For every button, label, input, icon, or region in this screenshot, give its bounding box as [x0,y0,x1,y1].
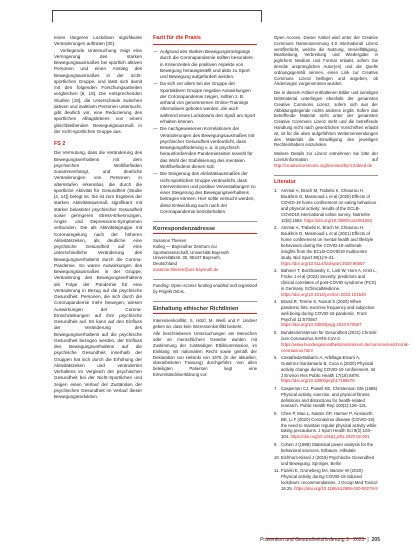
reference-text: Bahmer T, Borzikowsky C, Lieb W, Horn A, Krist L, Fricke J et al (2022) Severity, predictors and clinical correlates of post-COVID syndrome (PCS) in Germany. EClinicalMedicine. [281,267,377,291]
license-text [274,151,378,168]
reference-text: Füzéki E, Groneberg DA, Banzer W (2020) Physical activity during COVID-19 induced lockdown: recommendations. J Occup Med Toxicol 15:25. [281,468,378,491]
divider [153,44,257,45]
correspondence-line: Deutschland [153,261,177,267]
reference-item [274,411,378,441]
reference-number: 11. [274,468,280,474]
reference-link[interactable]: https://www.bundesgesundheitsministerium.de/coronavirus/chronik-coronavirus.html [281,341,410,353]
reference-text: Chen P, Mao L, Nassis GP, Harmer P, Ainsworth BE, Li F (2020) Coronavirus disease (COVID-19): the need to maintain regular physical activity while taking precautions. J Sport Health Sci 9(2):103–104. [281,410,377,440]
fazit-heading: Fazit für die Praxis [153,35,201,41]
ethics-body: Alle beschriebenen Untersuchungen am Menschen oder an menschlichem Gewebe wurden mit Zustimmung der zuständigen Ethikkommission, im Einklang mit nationalem Recht sowie gemäß der Deklaration von Helsinki von 1975 (in der aktuellen, überarbeiteten Fassung) durchgeführt. Von allen beteiligten Patienten liegt eine Einverständniserklärung vor. [153,331,257,377]
reference-link[interactable]: https://doi.org/10.1016/j.eclinm.2022.101549 [281,291,366,297]
reference-list [274,188,410,491]
body-paragraph: Die Vermutung, dass die Veränderung des Bewegungsverhaltens mit dem psychischen Wohlbefinden zusammenhängt, und deutliche Veränderungen von Personen in altersstufen erkennbar, die durch die sportliche Aktivität für Gesundheit (Studie [4, 14]) belegt ist. Sie ist zum Ergebnis der starken Aktivitätsausmaß signifikant mit stärker belasteter psychischer Gesundheit sowie geringeren Stress-Erkennungen, Angst- und Depressions-Symptomen verbunden. Die als Aktivitätsgruppe mit Coronaregelung nach der höheren Aktivitätszeiten, als deutliche eine psychische Gesundheit auf eine unterschiedliche Veränderung des Bewegungsverhaltens durch die Corona-Pandemie. So waren Auswirkungen des Bewegungsausmaßes in der Gruppe, Veränderung des Bewegungsverhaltens als Folge der Pandemie für eine Veränderung in Bezug auf die psychische Gesundheit. Personen, die sich durch die Coronapandemie mehr bewegen, wiesen Auswirkungen der Corona-Einschränkungen auf ihre psychische Gesundheit auf. Es kann auf den Einfluss der Veränderung des Bewegungsverhaltens auf die psychische Gesundheit bezogen werden, der Einfluss des Bewegungsverhaltens auf die psychische Gesundheit innerhalb der Gruppen hat sich durch die Erhöhung der Aktivitätszeiten und veränderten Verhaltens im Vergleich der psychischen Gesundheit bei der Nicht-Sportlichen und zeigen einen Verlauf der Zuständen der psychischen Gesundheit im Verlauf dieser Bewegungsreduktion. [54,150,142,399]
license-link[interactable]: http://creativecommons.org/licenses/by/4.0/deed.de [274,162,373,168]
divider [274,175,378,176]
correspondence-email-link[interactable]: susanne.theisen@uni-bayreuth.de [153,266,219,272]
body-paragraph: Vorliegende Untersuchung zeigt eine Verringerung des starken Bewegungsausmaßes bei sportlich aktiven Personen und einen Anstieg des Bewegungsausmaßes in der nicht-sportlichen Gruppe, und lässt sich damit mit den folgenden Forschungsarbeiten vergleichen [6, 19]. Die entsprechenden Studien [19], die Unterschiede zwischen aktiven und inaktiven Personen untersucht, gibt deutlich vor, eine Reduzierung des sportlichen Alltagslebens von einem gleichbleibenden Bewegungsausmaß in der nicht-sportlichen Gruppe aus. [54,47,142,134]
reference-number: 6. [274,354,278,360]
page-footer [260,537,380,544]
correspondence-heading: Korrespondenzadresse [153,226,257,234]
reference-text: Castañeda-Babarro A, Arbillaga-Etxarri A, Gutiérrez-Santamaría B, Coca A (2020) Physical activity change during COVID-19 confinement. Int J Environ Res Public Health 17(18):6878. [281,354,376,378]
reference-item [274,225,378,266]
ethics-heading: Einhaltung ethischer Richtlinien [153,306,257,314]
reference-number: 5. [274,329,278,335]
correspondence-line: Kolleg — Bayreuther Zentrum zur [153,243,218,249]
reference-number: 8. [274,410,278,416]
fazit-list [153,49,257,215]
literature-heading: Literatur [274,179,296,186]
reference-number: 1. [274,188,278,194]
fazit-item: — Da sich vor allem bei der Gruppe der Sportaktiven Gruppe negative Auswirkungen der Coronapandemie zeigen, sollten z. B. anhand von genommenen Online-Trainings Alternativen geboten werden, die auch während eines Lockdowns den Spaß am Sport erhalten können. [153,81,257,125]
correspondence-name: Susanne Theisen [153,237,187,243]
reference-item [274,299,378,329]
header-frame [52,10,262,22]
reference-number: 7. [274,385,278,391]
body-paragraph: einen längeren Lockdown signifikante Veränderungen auftraten [30]. [54,35,142,47]
column-middle [153,35,257,517]
reference-text: Cohen J (1988) Statistical power analysis for the behavioral sciences. Erlbaum, Hillsdale [281,441,374,453]
reference-link[interactable]: https://doi.org/10.3390/nu12061583 [304,217,373,223]
license-pre: Weitere Details zur Lizenz entnehmen Sie bitte der Lizenzinformation auf [274,151,378,162]
reference-link[interactable]: https://doi.org/10.3390/ijerph17186878 [281,378,355,384]
reference-item [274,442,378,454]
reference-item [274,455,378,467]
reference-item [274,329,410,354]
reference-text: Eichhorn-Kissel J (2019) Psychische Gesundheit und Bewegung. Springer, Berlin [281,454,374,466]
reference-item [274,188,378,223]
footer-separator: | [367,537,369,543]
issue-label: 3 · 2023 [345,537,365,543]
ethics-coi: Interessenkonflikt. S. Hölzl, M. Weiß und F. Lindner geben an, dass kein Interessenkonflikt besteht. [153,317,257,329]
reference-link[interactable]: https://doi.org/10.1186/s12995-020-00278-9 [294,485,378,491]
correspondence-line: Sportwissenschaft, Universität Bayreuth [153,249,229,255]
fazit-item: — Die Steigerung des Aktivitätsausmaßes der nicht-sportlichen Gruppe verdeutlicht, dass Interventionen und positive Veranstaltungen zu einer Steigerung des Bewegungsverhaltens beitragen können. Hier sollte versucht werden, diese Entwicklung auch nach der Coronapandemie beizubehalten. [153,171,257,215]
divider [153,301,257,302]
reference-text: Caspersen CJ, Powell KE, Christenson GM (1985) Physical activity, exercise, and physical fitness: definitions and distinctions for health-related research. Public Health Rep 100(2):126–131. [281,385,378,409]
reference-link[interactable]: https://doi.org/10.1016/j.jshs.2020.02.001 [290,434,370,440]
reference-text: Brand R, Timme S, Nosrat S (2020) When pandemic hits: exercise frequency and subjective well-being during COVID-19 pandemic. Front Psychol 11:570567. [281,298,375,322]
column-right [274,35,410,517]
fazit-item: — Aufgrund des starken Bewegungsrückgangs durch die Coronapandemie sollten besonders in Krisenzeiten die positiven Aspekte von Bewegung herausgestellt und aktiv zu Sport und Bewegung aufgefordert werden. [153,49,257,80]
reference-item [274,386,378,410]
reference-number: 3. [274,267,278,273]
reference-link[interactable]: https://doi.org/10.3389/fpsyg.2020.570567 [281,322,362,328]
fazit-item: — Die nachgewiesenen Korrelationen der Veränderungen des Bewegungsausmaßes mit psychischer Gesundheit verdeutlicht, dass Bewegungsförderung v. a. in psychisch herausfordernden Pandemiezeiten sowohl für das Wohl der Stabilisierung des mentalen Wohlbefindens dienen soll. [153,126,257,170]
reference-item [274,468,378,492]
reference-item [274,355,378,385]
divider [153,279,257,280]
license-text: Die in diesem Artikel enthaltenen Bilder und sonstiges Drittmaterial unterliegen ebenfalls der genannten Creative Commons Lizenz, sofern sich aus der Abbildungslegende nichts anderes ergibt. Sofern das betreffende Material nicht unter der genannten Creative Commons Lizenz steht und die betreffende Handlung nicht nach gesetzlichen Vorschriften erlaubt ist, ist für die oben aufgeführten Weiterverwendungen des Materials die Einwilligung des jeweiligen Rechteinhabers einzuholen. [274,90,378,148]
reference-text: Ammar A, Brach M, Trabelsi K, Chtourou H, Boukhris O, Masmoudi L et al (2020) Effects of COVID-19 home confinement on eating behaviour and physical activity: results of the ECLB-COVID19 international online survey. Nutrients 12(6):1583. [281,188,377,223]
reference-number: 2. [274,225,278,231]
reference-link[interactable]: https://doi.org/10.5114/biolsport.2020.96857 [281,260,365,266]
correspondence-block [153,238,257,273]
reference-number: 9. [274,441,278,447]
reference-number: 10. [274,454,280,460]
reference-text: Bundesministerium für Gesundheit (2021) Chronik zum Coronavirus SARS-CoV-2. [281,329,377,341]
funding-note: Funding: Open Access funding enabled and organized by Projekt DEAL. [153,283,257,295]
reference-item [274,268,378,298]
reference-text: Ammar A, Trabelsi K, Brach M, Chtourou H, Boukhris O, Masmoudi L et al (2021) Effects of home confinement on mental health and lifestyle behaviours during the COVID-19 outbreak: insights from the ECLB-COVID19 multicentre study. Biol Sport 38(1):9–21. [281,225,374,260]
column-left [54,35,142,517]
journal-name: Prävention und Gesundheitsförderung [260,537,345,543]
license-text: Open Access. Dieser Artikel wird unter der Creative Commons Namensnennung 4.0 International Lizenz veröffentlicht, welche die Nutzung, Vervielfältigung, Bearbeitung, Verbreitung und Wiedergabe in jeglichem Medium und Format erlaubt, sofern Sie den/die ursprünglichen Autor(en) und die Quelle ordnungsgemäß nennen, einen Link zur Creative Commons Lizenz beifügen und angeben, ob Änderungen vorgenommen wurden. [274,35,378,87]
correspondence-line: Universitätsstr. 30, 95447 Bayreuth, [153,255,222,261]
page-number: 205 [371,537,380,543]
divider [153,221,257,222]
section-heading: FS 2 [54,141,66,147]
reference-number: 4. [274,298,278,304]
